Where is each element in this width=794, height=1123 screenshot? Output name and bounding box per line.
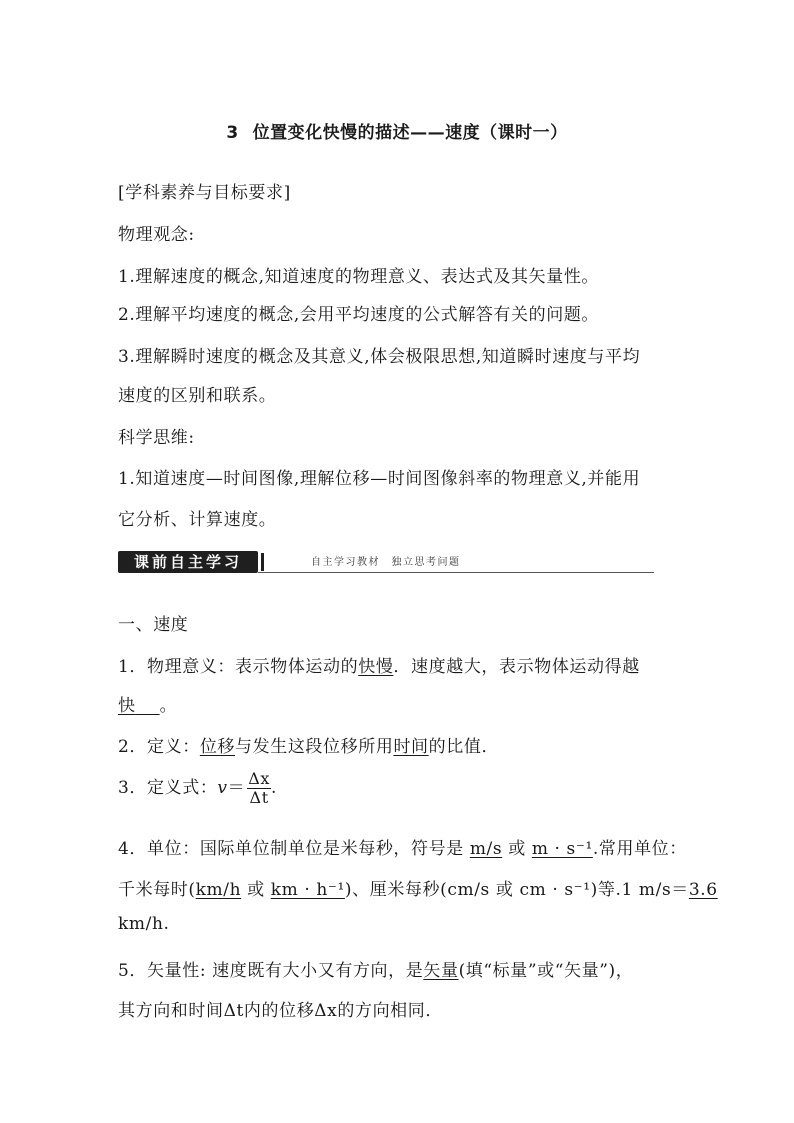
text: 或 (241, 880, 271, 900)
text: 与发生这段位移所用 (235, 737, 394, 757)
science-thinking-label: 科学思维: (118, 428, 195, 448)
paragraph-vector (118, 956, 633, 981)
text: ．速度越大，表示物体运动得越 (393, 657, 640, 677)
text: 的比值． (428, 737, 500, 757)
text: 千米每时( (118, 880, 196, 900)
paragraph-vector-cont: 其方向和时间Δt内的位移Δx的方向相同． (118, 1001, 443, 1021)
answer-blank: 3.6 (688, 880, 718, 900)
text: 3．定义式： (118, 778, 218, 798)
answer-blank: km · h⁻¹ (270, 880, 345, 900)
paragraph-formula (118, 770, 277, 807)
text: . (271, 778, 278, 798)
lesson-number: 3 (226, 123, 239, 143)
velocity-symbol: v (217, 778, 228, 798)
banner-divider (261, 553, 264, 571)
text: 2．定义： (118, 737, 200, 757)
paragraph-definition (118, 732, 499, 757)
text: 或 (502, 839, 532, 859)
paragraph-unit (118, 834, 687, 859)
section-banner (118, 551, 654, 573)
text: (填“标量”或“矢量”)， (458, 961, 634, 981)
answer-blank-padding (136, 696, 160, 716)
answer-blank: 时间 (393, 737, 429, 757)
answer-blank: 矢量 (423, 961, 459, 981)
text: 4．单位：国际单位制单位是米每秒，符号是 (118, 839, 470, 859)
answer-blank: 快慢 (358, 657, 394, 677)
answer-blank: m/s (469, 839, 503, 859)
text: 。 (159, 696, 178, 716)
answer-blank: 快 (118, 696, 136, 716)
paragraph-unit-cont (118, 875, 718, 900)
text: )、厘米每秒(cm/s 或 cm · s⁻¹)等.1 m/s＝ (344, 880, 689, 900)
answer-blank: km/h (195, 880, 242, 900)
lesson-title (0, 118, 794, 143)
answer-blank: m · s⁻¹ (531, 839, 593, 859)
text: .常用单位： (592, 839, 687, 859)
text: 5．矢量性: 速度既有大小又有方向，是 (118, 961, 424, 981)
banner-title: 课前自主学习 (118, 551, 258, 573)
answer-blank: 位移 (199, 737, 236, 757)
equals-sign: ＝ (227, 778, 246, 798)
banner-subtitle: 自主学习教材 独立思考问题 (311, 557, 461, 568)
thinking-item-1-cont: 它分析、计算速度。 (118, 510, 277, 530)
banner-rule (258, 572, 654, 573)
goal-item-1: 1.理解速度的概念,知道速度的物理意义、表达式及其矢量性。 (118, 267, 600, 287)
lesson-title-text: 位置变化快慢的描述——速度（课时一） (252, 123, 568, 143)
paragraph-physical-meaning (118, 652, 640, 677)
fraction-numerator: Δx (248, 769, 271, 788)
goal-item-3-cont: 速度的区别和联系。 (118, 386, 277, 406)
paragraph-unit-cont-2: km/h. (118, 914, 170, 934)
fraction (247, 770, 271, 807)
fraction-denominator: Δt (249, 788, 269, 807)
section-heading: 一、速度 (118, 615, 189, 635)
goal-item-3: 3.理解瞬时速度的概念及其意义,体会极限思想,知道瞬时速度与平均 (118, 347, 641, 367)
thinking-item-1: 1.知道速度—时间图像,理解位移—时间图像斜率的物理意义,并能用 (118, 469, 641, 489)
goal-item-2: 2.理解平均速度的概念,会用平均速度的公式解答有关的问题。 (118, 305, 600, 325)
goals-heading: [学科素养与目标要求] (118, 183, 291, 203)
text: 1．物理意义：表示物体运动的 (118, 657, 359, 677)
physics-concept-label: 物理观念: (118, 225, 195, 245)
paragraph-physical-meaning-cont (118, 691, 177, 716)
